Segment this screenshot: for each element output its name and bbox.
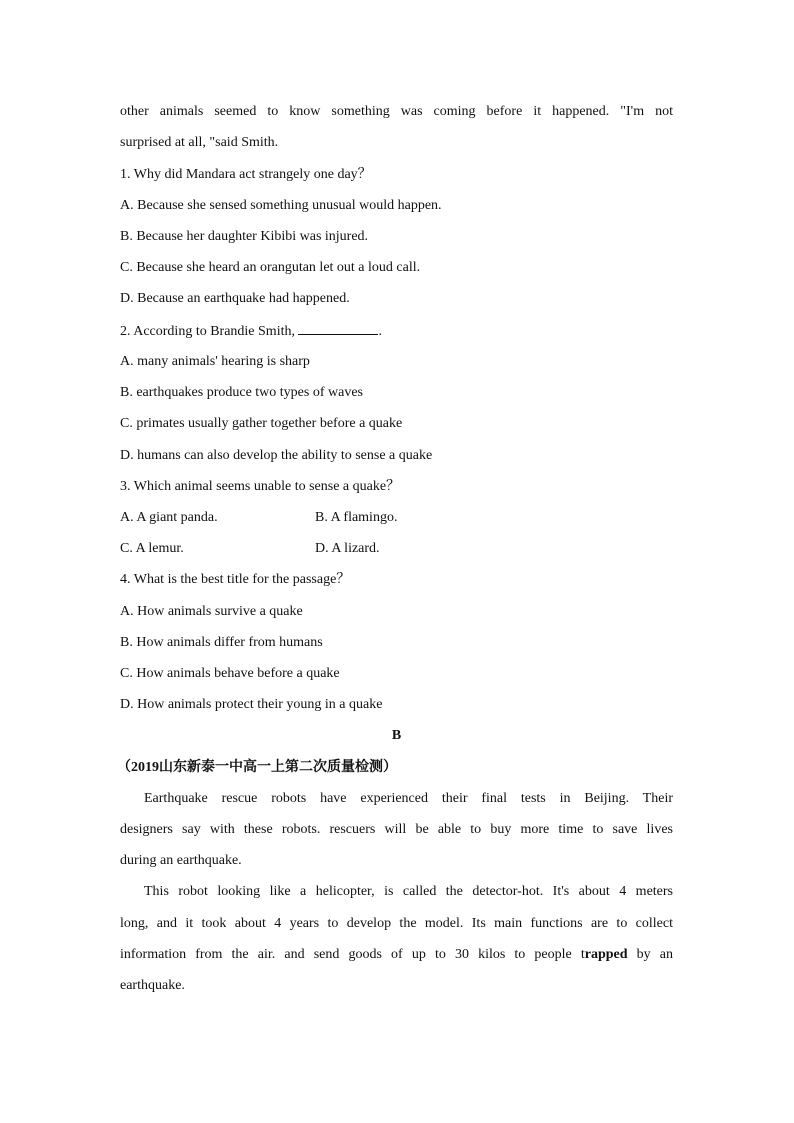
question-1-option-b: B. Because her daughter Kibibi was injured. [120,229,369,244]
question-2-option-d: D. humans can also develop the ability to sense a quake [120,448,433,463]
paragraph-line: This robot looking like a helicopter, is called the detector-hot. It's about 4 meters [144,884,673,899]
question-4-stem: 4. What is the best title for the passage？ [120,572,351,587]
paragraph-line [120,946,673,964]
paragraph-line: designers say with these robots. rescuers will be able to buy more time to save lives [120,822,673,837]
question-1-option-d: D. Because an earthquake had happened. [120,291,350,306]
paragraph-line: Earthquake rescue robots have experienced their final tests in Beijing. Their [144,791,673,806]
question-4-option-c: C. How animals behave before a quake [120,666,340,681]
question-3-options-row1 [120,509,673,527]
paragraph-line: long, and it took about 4 years to develop the model. Its main functions are to collect [120,916,673,931]
question-3-stem: 3. Which animal seems unable to sense a quake？ [120,479,401,494]
question-3-option-c: C. A lemur. [120,541,184,556]
question-1-stem: 1. Why did Mandara act strangely one day？ [120,167,372,182]
question-3-option-a: A. A giant panda. [120,510,218,525]
paragraph-text: information from the air. and send goods of up to 30 kilos to people t [120,947,585,962]
section-b-heading: B [391,728,402,743]
question-3-option-b: B. A flamingo. [315,510,398,525]
paragraph-text: by an [627,947,673,962]
question-4-option-b: B. How animals differ from humans [120,635,323,650]
question-2-stem-end: . [378,324,382,339]
passage-line: other animals seemed to know something was coming before it happened. "I'm not [120,104,673,119]
question-2-option-b: B. earthquakes produce two types of waves [120,385,363,400]
question-3-options-row2 [120,540,673,558]
question-1-option-a: A. Because she sensed something unusual would happen. [120,198,442,213]
section-b-source: （2019山东新泰一中高一上第二次质量检测） [117,760,397,775]
question-4-option-d: D. How animals protect their young in a quake [120,697,383,712]
question-2-option-c: C. primates usually gather together before a quake [120,416,403,431]
question-2-option-a: A. many animals' hearing is sharp [120,354,310,369]
question-1-option-c: C. Because she heard an orangutan let out a loud call. [120,260,421,275]
answer-blank [298,322,378,335]
question-2-stem [120,322,382,340]
question-3-option-d: D. A lizard. [315,541,380,556]
passage-line: surprised at all, "said Smith. [120,135,279,150]
paragraph-line: earthquake. [120,978,185,993]
question-2-stem-text: 2. According to Brandie Smith, [120,324,295,339]
question-4-option-a: A. How animals survive a quake [120,604,303,619]
bold-word: rapped [584,947,628,962]
paragraph-line: during an earthquake. [120,853,242,868]
